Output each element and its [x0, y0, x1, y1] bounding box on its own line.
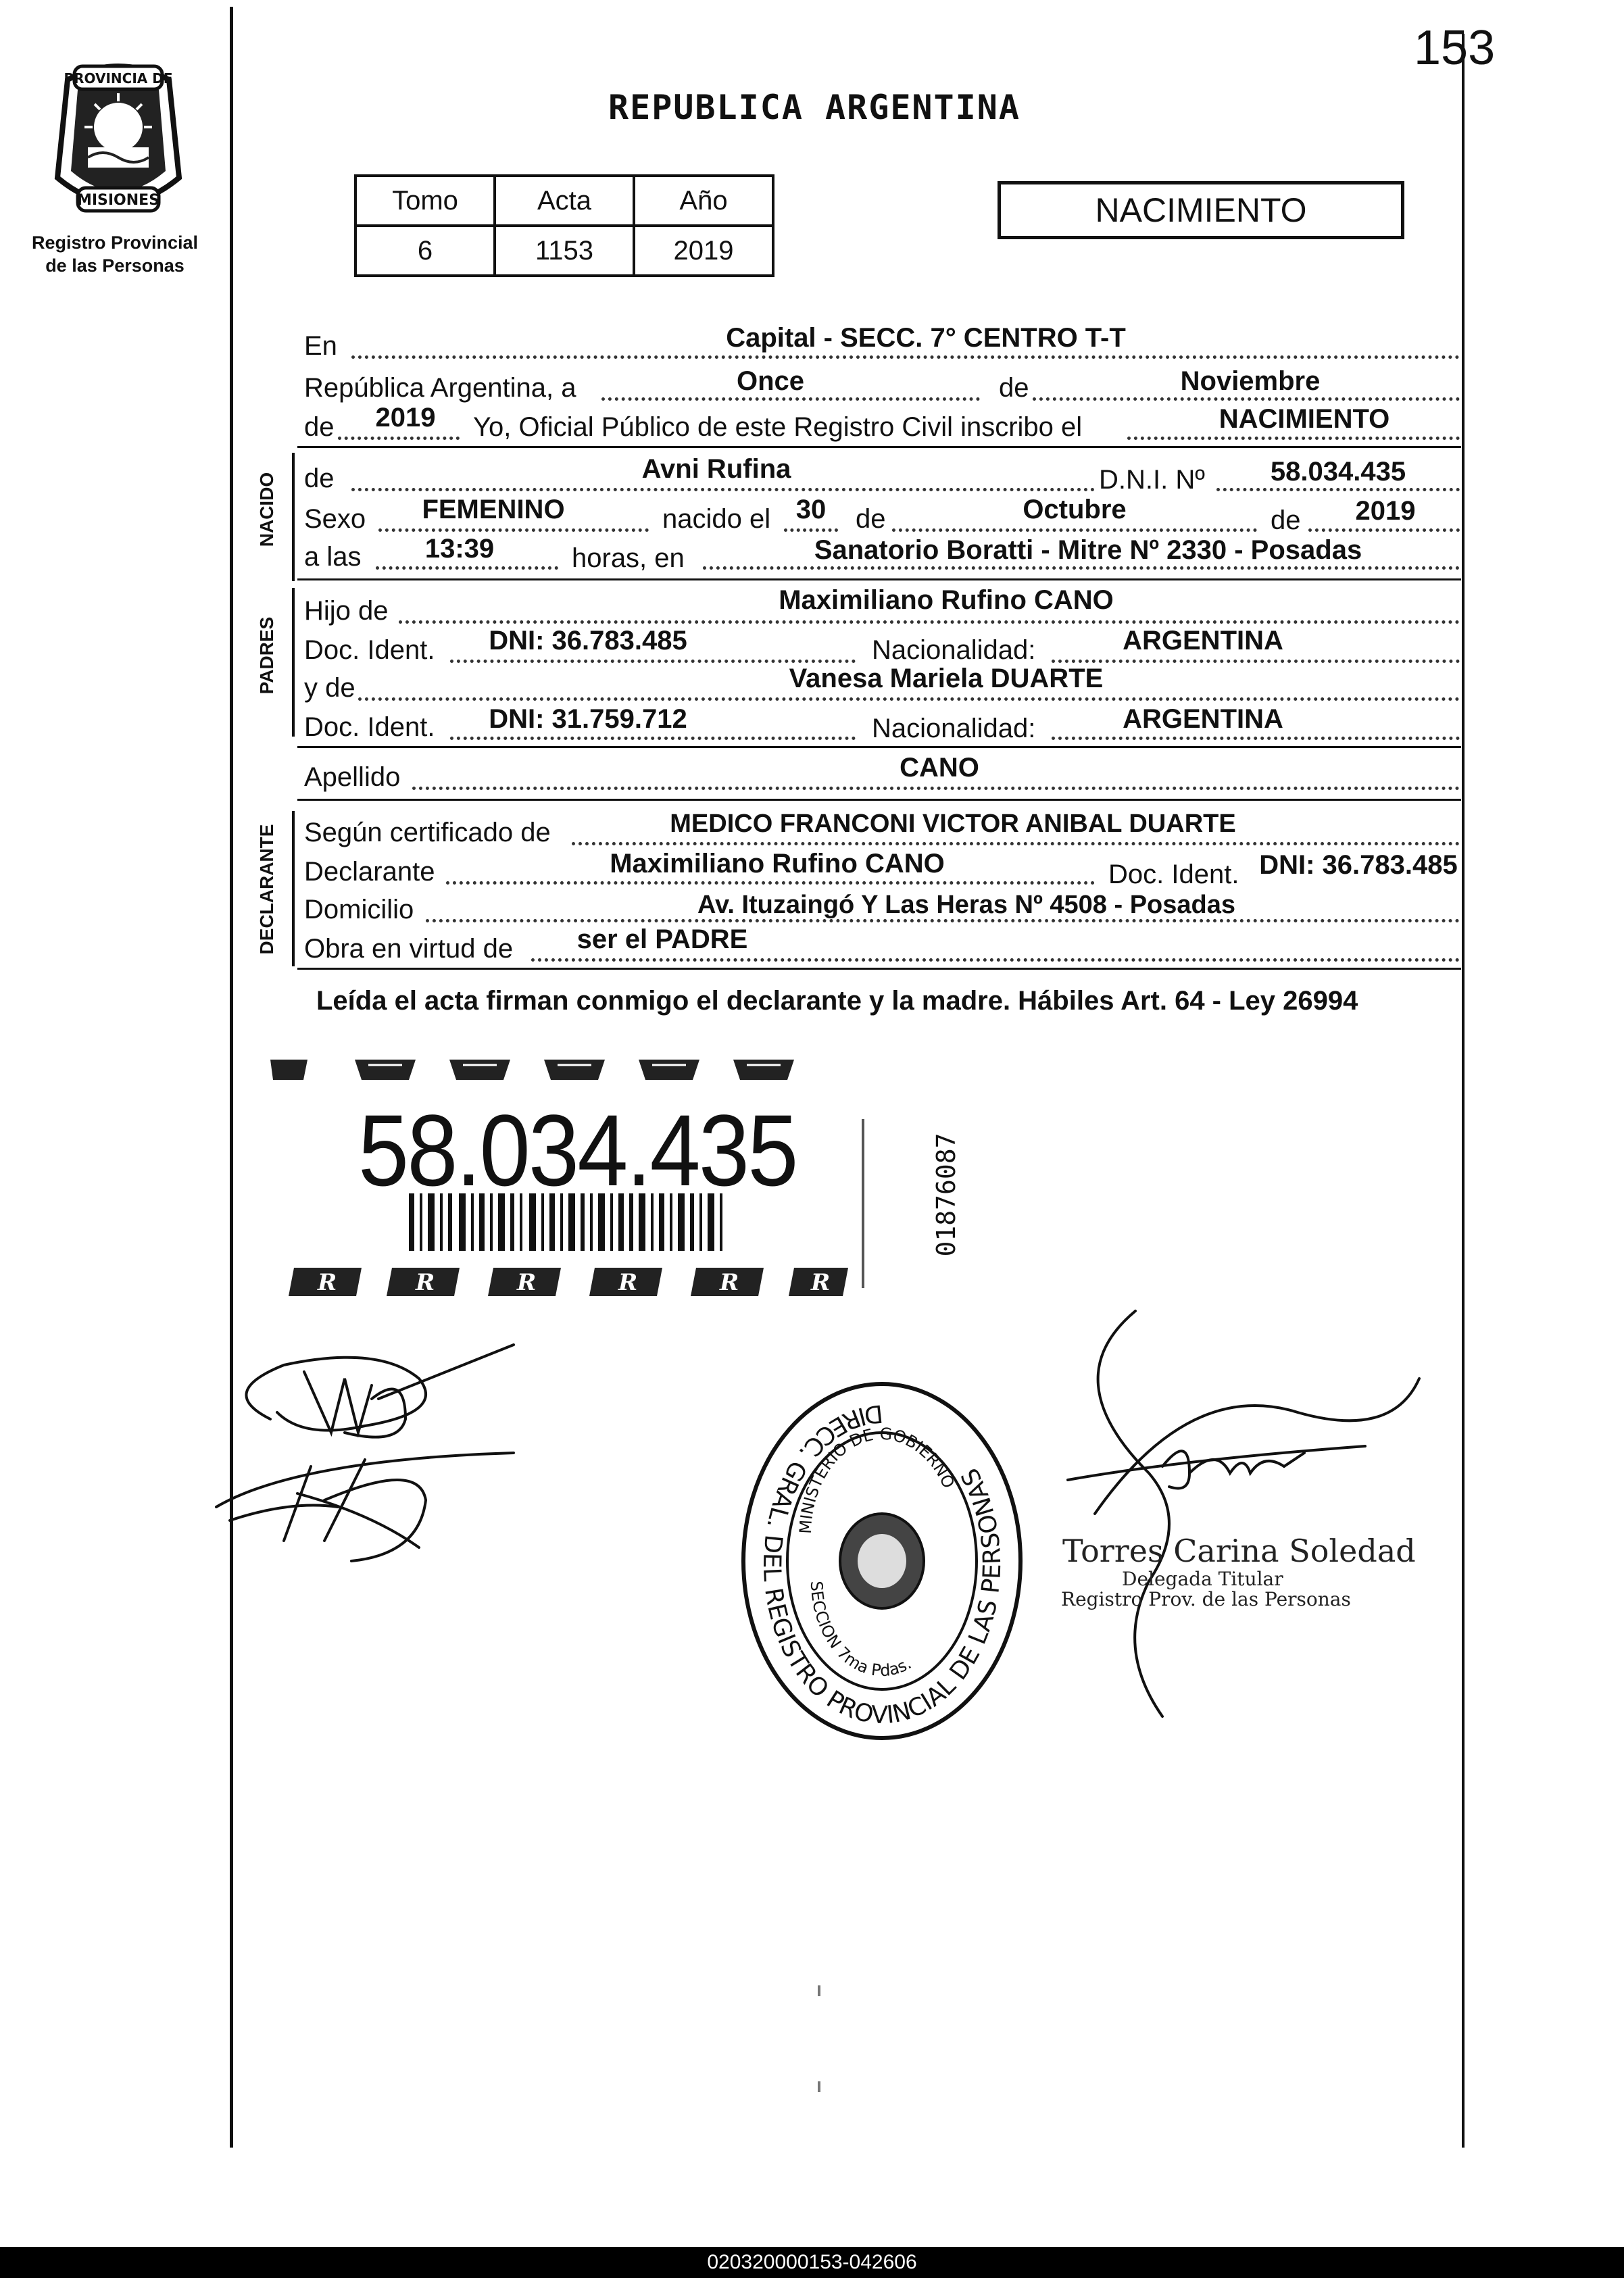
anio-header: Año: [634, 176, 773, 226]
acta-value: 1153: [495, 226, 634, 276]
svg-text:R: R: [416, 1269, 435, 1296]
domicilio-label: Domicilio: [304, 895, 414, 924]
reference-header-row: [355, 176, 773, 226]
nacido-section-label: NACIDO: [256, 472, 277, 547]
anio-value: 2019: [634, 226, 773, 276]
declarante-name: Maximiliano Rufino CANO: [610, 849, 945, 878]
seal-inner-text: MINISTERIO DE GOBIERNO: [795, 1424, 958, 1535]
declarante-dots: [446, 881, 1095, 885]
sticker-number: 58.034.435: [358, 1093, 797, 1207]
svg-text:R: R: [517, 1269, 537, 1296]
mother-dots: [358, 697, 1460, 701]
birth-day-dots: [784, 528, 838, 532]
time-dots: [376, 566, 558, 570]
logo-caption-line1: Registro Provincial: [31, 232, 199, 253]
nacido-de-label: de: [304, 464, 335, 493]
right-margin-line: [1462, 34, 1465, 2148]
alas-label: a las: [304, 542, 362, 572]
svg-text:R: R: [811, 1269, 831, 1296]
apellido-rule: [297, 799, 1461, 801]
logo-caption-line2: de las Personas: [45, 255, 184, 276]
child-name: Avni Rufina: [641, 454, 791, 484]
country-title: REPUBLICA ARGENTINA: [608, 88, 1020, 127]
birth-day: 30: [795, 495, 827, 524]
declarante-rule: [297, 968, 1461, 970]
nacido-de-label-3: de: [1271, 505, 1301, 535]
reference-value-row: [355, 226, 773, 276]
father-name: Maximiliano Rufino CANO: [779, 585, 1114, 615]
child-sexo: FEMENINO: [422, 495, 565, 524]
obra-label: Obra en virtud de: [304, 934, 514, 964]
apellido-label: Apellido: [304, 762, 401, 792]
record-kind-box: NACIMIENTO: [998, 181, 1404, 239]
nacido-el-label: nacido el: [662, 504, 771, 534]
official-seal-icon: [737, 1379, 1027, 1743]
mother-doc-label: Doc. Ident.: [304, 712, 435, 742]
nacido-de-label-2: de: [856, 504, 886, 534]
cert-dots: [572, 842, 1460, 845]
sticker-code: 01876087: [931, 1133, 961, 1257]
svg-text:R: R: [618, 1269, 638, 1296]
father-nationality: ARGENTINA: [1123, 626, 1283, 655]
republic-label: República Argentina, a: [304, 373, 576, 403]
de-label-2: de: [304, 412, 335, 442]
father-nat-dots: [1052, 660, 1460, 663]
day-dots: [601, 397, 980, 401]
father-doc-dots: [450, 660, 856, 663]
apellido-value: CANO: [900, 753, 979, 783]
identity-sticker: [267, 1051, 961, 1302]
place-dots: [351, 355, 1460, 359]
obra-value: ser el PADRE: [576, 924, 748, 954]
declarante-section-bar: [292, 811, 295, 966]
page-number: 153: [1414, 21, 1496, 75]
logo-caption: [27, 231, 203, 277]
mother-doc: DNI: 31.759.712: [489, 704, 687, 734]
father-doc-label: Doc. Ident.: [304, 635, 435, 665]
cert-label: Según certificado de: [304, 818, 551, 847]
mother-nationality: ARGENTINA: [1123, 704, 1283, 734]
horas-label: horas, en: [572, 543, 685, 573]
name-dots: [351, 488, 1095, 491]
crest-bottom-text: MISIONES: [76, 192, 160, 209]
svg-text:R: R: [318, 1269, 337, 1296]
closing-text: Leída el acta firman conmigo el declarante y la madre. Hábiles Art. 64 - Ley 26994: [316, 986, 1358, 1016]
child-dni: 58.034.435: [1270, 457, 1406, 487]
month-dots: [1033, 397, 1460, 401]
year-value: 2019: [375, 403, 436, 432]
birth-time: 13:39: [424, 534, 495, 564]
seal-outer-text: DIRECC. GRAL. DEL REGISTRO PROVINCIAL DE LAS PERSONAS: [757, 1399, 1007, 1730]
mother-name: Vanesa Mariela DUARTE: [789, 664, 1104, 693]
birth-year: 2019: [1355, 496, 1416, 526]
seal-bottom-text: SECCION 7ma Pdas.: [806, 1580, 915, 1681]
event-dots: [1127, 437, 1460, 440]
birth-month: Octubre: [1023, 495, 1127, 524]
declarante-doc-label: Doc. Ident.: [1108, 860, 1239, 889]
left-margin-line: [230, 7, 233, 2148]
obra-dots: [531, 958, 1460, 962]
mother-nat-dots: [1052, 737, 1460, 740]
speck-mark: [818, 1985, 820, 1996]
sexo-dots: [378, 528, 649, 532]
sexo-label: Sexo: [304, 504, 366, 534]
footer-code: 020320000153-042606: [0, 2247, 1624, 2278]
speck-mark: [818, 2081, 820, 2092]
padres-rule: [297, 746, 1461, 748]
en-label: En: [304, 331, 337, 361]
domicilio-value: Av. Ituzaingó Y Las Heras Nº 4508 - Posadas: [697, 891, 1235, 919]
hijo-de-label: Hijo de: [304, 596, 389, 626]
certificate-value: MEDICO FRANCONI VICTOR ANIBAL DUARTE: [670, 810, 1236, 838]
yde-label: y de: [304, 673, 355, 703]
birth-month-dots: [892, 528, 1257, 532]
svg-text:R: R: [720, 1269, 739, 1296]
father-nat-label: Nacionalidad:: [872, 635, 1036, 665]
de-label-1: de: [999, 373, 1029, 403]
place-value: Capital - SECC. 7° CENTRO T-T: [726, 323, 1126, 353]
mother-doc-dots: [450, 737, 856, 740]
signatory-name: Torres Carina Soledad: [1062, 1533, 1416, 1569]
padres-section-bar: [292, 588, 295, 737]
signatory-role: Delegada Titular: [1122, 1568, 1283, 1590]
declarante-label: Declarante: [304, 857, 435, 887]
day-value: Once: [736, 366, 805, 396]
crest-top-text: PROVINCIA DE: [64, 70, 173, 86]
officer-signature-icon: [1014, 1297, 1446, 1730]
month-value: Noviembre: [1180, 366, 1321, 396]
parent-signatures-icon: [203, 1338, 554, 1595]
dni-dots: [1216, 488, 1460, 491]
padres-section-label: PADRES: [256, 616, 277, 695]
event-value: NACIMIENTO: [1219, 404, 1390, 434]
declarante-doc: DNI: 36.783.485: [1259, 850, 1458, 880]
birth-year-dots: [1308, 528, 1460, 532]
tomo-value: 6: [355, 226, 495, 276]
dni-label: D.N.I. Nº: [1099, 465, 1205, 495]
nacido-rule: [297, 578, 1461, 580]
header-rule: [297, 446, 1461, 448]
father-doc: DNI: 36.783.485: [489, 626, 687, 655]
acta-header: Acta: [495, 176, 634, 226]
nacido-section-bar: [292, 453, 295, 581]
mother-nat-label: Nacionalidad:: [872, 714, 1036, 743]
year-dots: [338, 437, 460, 440]
birth-place-dots: [703, 566, 1460, 570]
officer-text: Yo, Oficial Público de este Registro Civil inscribo el: [473, 412, 1083, 442]
signatory-office: Registro Prov. de las Personas: [1061, 1588, 1351, 1610]
reference-table: [354, 174, 774, 277]
declarante-section-label: DECLARANTE: [256, 824, 277, 955]
birth-place: Sanatorio Boratti - Mitre Nº 2330 - Posadas: [814, 535, 1362, 565]
apellido-dots: [412, 787, 1460, 790]
province-crest-icon: [41, 59, 196, 222]
father-dots: [399, 620, 1460, 624]
tomo-header: Tomo: [355, 176, 495, 226]
